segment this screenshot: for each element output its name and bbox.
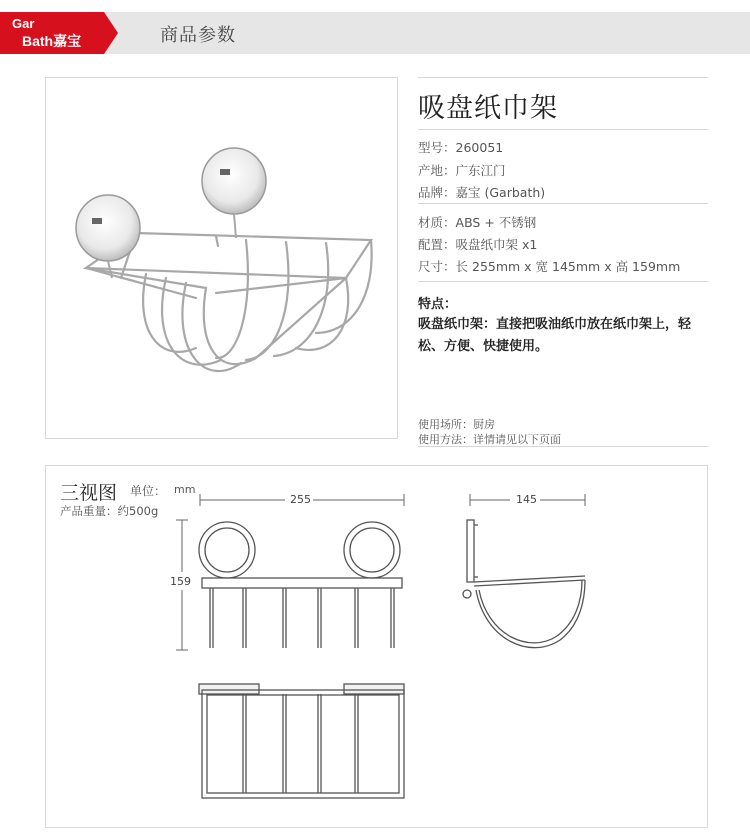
three-view-title: 三视图: [60, 482, 118, 504]
spec-label: 产地：: [418, 163, 456, 178]
spec-label: 配置：: [418, 237, 456, 252]
spec-value: 广东江门: [455, 163, 506, 178]
logo-text-line1: Gar: [12, 16, 35, 31]
features-title: 特点：: [418, 297, 458, 312]
features-text: 吸盘纸巾架：直接把吸油纸巾放在纸巾架上，轻松、方便、快捷使用。: [418, 317, 692, 354]
spec-label: 型号：: [418, 140, 456, 155]
usage-method: 使用方法：详情请见以下页面: [418, 433, 561, 446]
front-view: [199, 522, 402, 648]
unit-value: mm: [174, 483, 196, 496]
dim-width-label: 145: [516, 493, 537, 506]
spec-value: ABS + 不锈钢: [455, 215, 537, 230]
spec-label: 材质：: [418, 215, 456, 230]
product-weight: 产品重量：约500g: [60, 504, 159, 518]
logo-text-line2: Bath嘉宝: [22, 33, 82, 49]
spec-value: 长 255mm x 宽 145mm x 高 159mm: [455, 259, 681, 274]
dim-height-label: 159: [170, 575, 191, 588]
spec-value: 260051: [455, 140, 504, 155]
spec-value: 嘉宝 (Garbath): [455, 185, 546, 200]
spec-label: 品牌：: [418, 185, 456, 200]
usage-place: 使用场所：厨房: [418, 418, 495, 431]
side-view: [463, 520, 585, 648]
top-view: [199, 684, 404, 798]
dim-length-label: 255: [290, 493, 311, 506]
section-title: 商品参数: [160, 25, 236, 46]
unit-label: 单位：: [130, 484, 167, 498]
spec-label: 尺寸：: [418, 259, 456, 274]
spec-value: 吸盘纸巾架 x1: [455, 237, 538, 252]
product-title: 吸盘纸巾架: [418, 93, 558, 124]
